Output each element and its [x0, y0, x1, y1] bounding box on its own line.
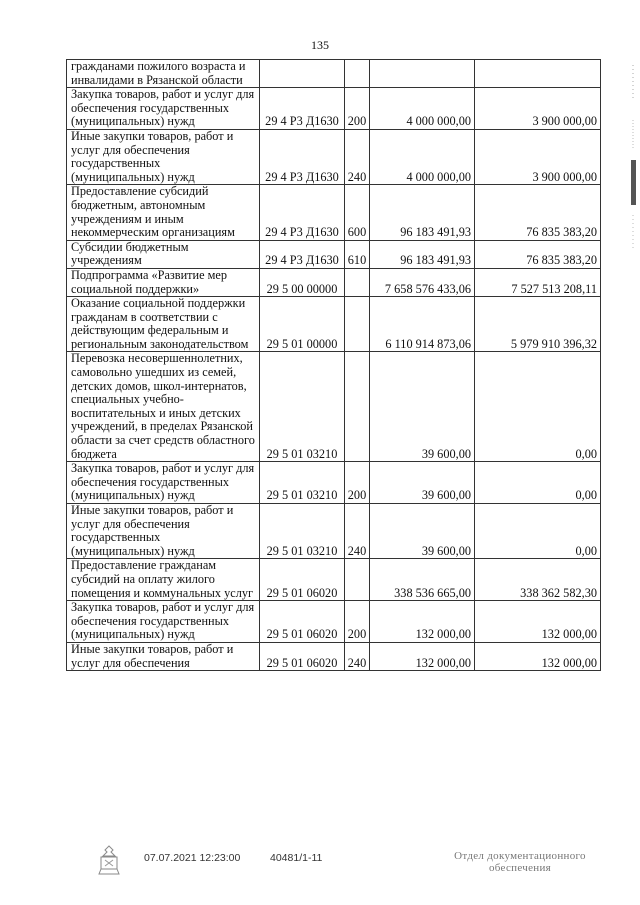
table-row [67, 297, 601, 352]
row-amount-2022: 132 000,00 [475, 642, 601, 670]
row-amount-2022: 132 000,00 [475, 601, 601, 643]
row-expense-type: 240 [345, 642, 370, 670]
row-code: 29 5 01 03210 [260, 462, 345, 504]
row-name: гражданами пожилого возраста и инвалидами в Рязанской области [67, 60, 260, 88]
row-amount-2022: 76 835 383,20 [475, 240, 601, 268]
row-expense-type: 240 [345, 504, 370, 559]
stamp-line-1: Отдел документационного [454, 850, 586, 862]
row-amount-2021: 96 183 491,93 [370, 185, 475, 240]
row-code: 29 4 P3 Д1630 [260, 240, 345, 268]
row-code: 29 5 01 06020 [260, 642, 345, 670]
row-name: Предоставление гражданам субсидий на оплату жилого помещения и коммунальных услуг [67, 559, 260, 601]
row-amount-2021: 4 000 000,00 [370, 129, 475, 184]
row-code: 29 5 01 06020 [260, 601, 345, 643]
row-amount-2022 [475, 60, 601, 88]
table-row [67, 185, 601, 240]
table-row [67, 60, 601, 88]
row-amount-2022: 0,00 [475, 504, 601, 559]
budget-table [66, 59, 601, 671]
row-name: Закупка товаров, работ и услуг для обеспечения государственных (муниципальных) нужд [67, 601, 260, 643]
row-name: Оказание социальной поддержки гражданам в соответствии с действующим федеральным и региональным законодательством [67, 297, 260, 352]
row-amount-2021: 96 183 491,93 [370, 240, 475, 268]
margin-scan-marks [628, 60, 638, 260]
row-expense-type [345, 268, 370, 296]
row-name: Субсидии бюджетным учреждениям [67, 240, 260, 268]
row-code: 29 5 01 03210 [260, 504, 345, 559]
row-amount-2021 [370, 60, 475, 88]
row-amount-2022: 3 900 000,00 [475, 88, 601, 130]
row-code: 29 4 P3 Д1630 [260, 129, 345, 184]
row-expense-type: 240 [345, 129, 370, 184]
row-amount-2021: 132 000,00 [370, 601, 475, 643]
row-name: Закупка товаров, работ и услуг для обеспечения государственных (муниципальных) нужд [67, 462, 260, 504]
row-name: Иные закупки товаров, работ и услуг для обеспечения [67, 642, 260, 670]
row-amount-2022: 0,00 [475, 462, 601, 504]
emblem-icon [95, 844, 123, 876]
stamp-text [440, 850, 600, 874]
row-name: Иные закупки товаров, работ и услуг для обеспечения государственных (муниципальных) нужд [67, 129, 260, 184]
row-code [260, 60, 345, 88]
row-expense-type [345, 559, 370, 601]
row-expense-type: 200 [345, 88, 370, 130]
row-amount-2022: 3 900 000,00 [475, 129, 601, 184]
row-amount-2022: 5 979 910 396,32 [475, 297, 601, 352]
row-expense-type [345, 60, 370, 88]
row-code: 29 4 P3 Д1630 [260, 185, 345, 240]
row-amount-2021: 6 110 914 873,06 [370, 297, 475, 352]
row-amount-2021: 338 536 665,00 [370, 559, 475, 601]
table-row [67, 559, 601, 601]
table-row [67, 462, 601, 504]
table-row [67, 129, 601, 184]
row-code: 29 5 01 00000 [260, 297, 345, 352]
row-expense-type [345, 297, 370, 352]
table-row [67, 268, 601, 296]
row-expense-type [345, 352, 370, 462]
table-row [67, 240, 601, 268]
row-amount-2021: 132 000,00 [370, 642, 475, 670]
footer-reg-number: 40481/1-11 [270, 852, 323, 864]
row-amount-2022: 76 835 383,20 [475, 185, 601, 240]
page-number: 135 [311, 38, 329, 52]
table-row [67, 642, 601, 670]
row-name: Закупка товаров, работ и услуг для обеспечения государственных (муниципальных) нужд [67, 88, 260, 130]
row-amount-2021: 39 600,00 [370, 504, 475, 559]
row-code: 29 5 01 03210 [260, 352, 345, 462]
row-expense-type: 200 [345, 462, 370, 504]
row-name: Предоставление субсидий бюджетным, автономным учреждениям и иным некоммерческим организациям [67, 185, 260, 240]
row-name: Перевозка несовершеннолетних, самовольно ушедших из семей, детских домов, школ-интернатов, специальных учебно-воспитательных и иных детских учреждений, в пределах Рязанской области за счет средств областного бюджета [67, 352, 260, 462]
row-code: 29 5 01 06020 [260, 559, 345, 601]
table-row [67, 352, 601, 462]
row-code: 29 4 P3 Д1630 [260, 88, 345, 130]
row-amount-2022: 7 527 513 208,11 [475, 268, 601, 296]
row-amount-2021: 7 658 576 433,06 [370, 268, 475, 296]
table-body [67, 60, 601, 671]
row-expense-type: 200 [345, 601, 370, 643]
stamp-line-2: обеспечения [488, 862, 552, 874]
row-amount-2021: 4 000 000,00 [370, 88, 475, 130]
row-code: 29 5 00 00000 [260, 268, 345, 296]
row-amount-2021: 39 600,00 [370, 462, 475, 504]
row-name: Подпрограмма «Развитие мер социальной поддержки» [67, 268, 260, 296]
row-name: Иные закупки товаров, работ и услуг для обеспечения государственных (муниципальных) нужд [67, 504, 260, 559]
table-row [67, 88, 601, 130]
footer-datetime: 07.07.2021 12:23:00 [144, 852, 241, 864]
table-row [67, 601, 601, 643]
table-row [67, 504, 601, 559]
row-amount-2021: 39 600,00 [370, 352, 475, 462]
row-expense-type: 610 [345, 240, 370, 268]
row-amount-2022: 0,00 [475, 352, 601, 462]
row-expense-type: 600 [345, 185, 370, 240]
row-amount-2022: 338 362 582,30 [475, 559, 601, 601]
